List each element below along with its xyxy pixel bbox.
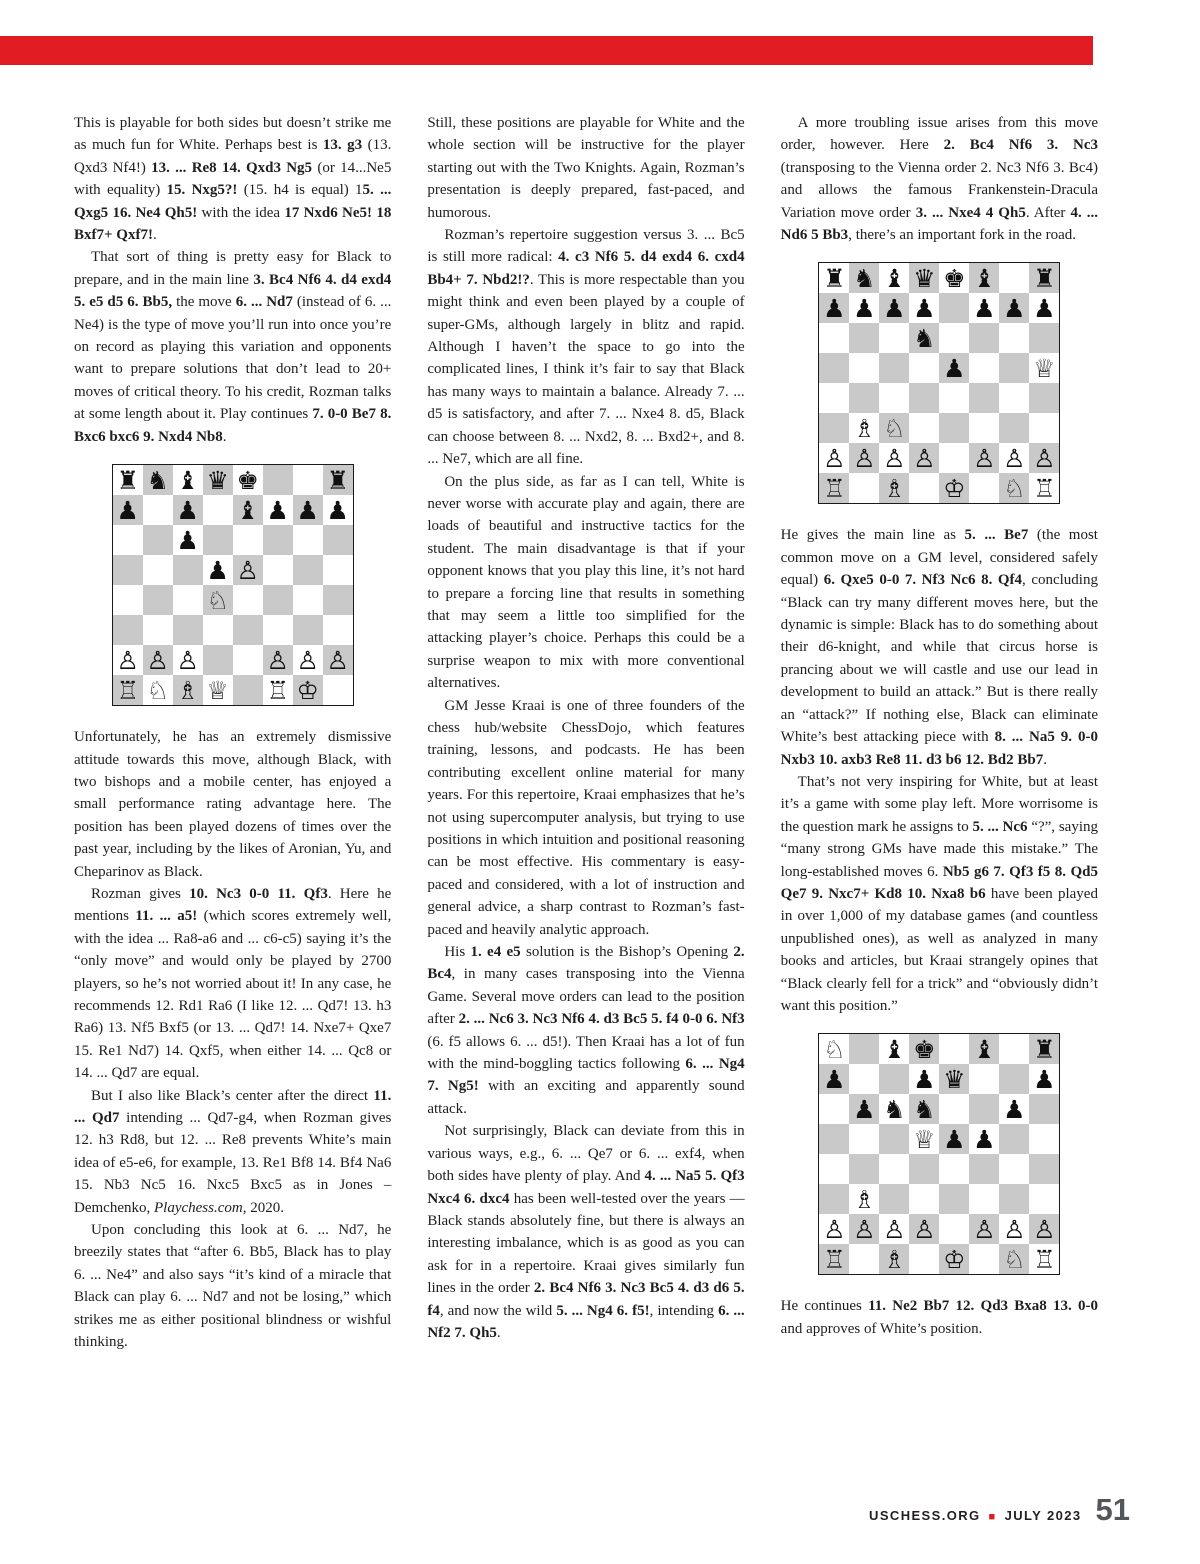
board-square: ♝ xyxy=(969,1034,999,1064)
board-square xyxy=(263,525,293,555)
board-square xyxy=(143,585,173,615)
paragraph: That’s not very inspiring for White, but at least it’s a game with some play left. More worrisome is the question mark he assigns to 5. ... Nc6 “?”, saying “many strong GMs have made this mistake.” The long-established moves 6. Nb5 g6 7. Qf3 f5 8. Qd5 Qe7 9. Nxc7+ Kd8 10. Nxa8 b6 have been played in over 1,000 of my database games (and countless unpublished ones), as well as analyzed in many books and articles, but Kraai strangely opines that “Black clearly fell for a trick” and “obviously didn’t want this position.” xyxy=(780,773,1098,1014)
board-square xyxy=(939,1184,969,1214)
board-square: ♖ xyxy=(1029,1244,1059,1274)
board-square: ♟ xyxy=(909,293,939,323)
board-square xyxy=(233,585,263,615)
board-square: ♝ xyxy=(879,263,909,293)
board-square xyxy=(999,1124,1029,1154)
board-square xyxy=(293,465,323,495)
board-square xyxy=(939,323,969,353)
board-square xyxy=(849,473,879,503)
board-square xyxy=(939,443,969,473)
board-square xyxy=(969,473,999,503)
board-square xyxy=(143,555,173,585)
paragraph: But I also like Black’s center after the direct 11. ... Qd7 intending ... Qd7-g4, when Rozman gives 12. h3 Rd8, but 12. ... Re8 prevents White’s main idea of e5-e6, for example, 13. Re1 Bf8 14. Bf4 Na6 15. Nb3 Nc5 16. Nxc5 Bxc5 as in Jones – Demchenko, Playchess.com, 2020. xyxy=(74,1087,392,1216)
board-square xyxy=(819,353,849,383)
board-square xyxy=(819,323,849,353)
board-square: ♕ xyxy=(203,675,233,705)
board-square: ♟ xyxy=(849,293,879,323)
column-1 xyxy=(74,112,391,1353)
board-square: ♙ xyxy=(969,1214,999,1244)
board-square xyxy=(909,1184,939,1214)
board-square xyxy=(939,383,969,413)
board-square xyxy=(909,473,939,503)
board-square: ♟ xyxy=(203,555,233,585)
board-square xyxy=(879,1064,909,1094)
board-square xyxy=(849,1154,879,1184)
article-content xyxy=(74,112,1098,1353)
paragraph: Unfortunately, he has an extremely dismissive attitude towards this move, although Black, with two bishops and a mobile center, has enjoyed a small performance rating advantage here. The position has been played dozens of times over the past year, including by the likes of Aronian, Yu, and Cheparinov as Black. xyxy=(74,729,392,880)
board-square: ♞ xyxy=(909,323,939,353)
column-2 xyxy=(427,112,744,1353)
board-square xyxy=(233,675,263,705)
board-square xyxy=(323,585,353,615)
board-square: ♟ xyxy=(999,293,1029,323)
board-square: ♚ xyxy=(909,1034,939,1064)
board-square: ♝ xyxy=(173,465,203,495)
board-square: ♟ xyxy=(999,1094,1029,1124)
board-square xyxy=(1029,323,1059,353)
board-square xyxy=(879,1154,909,1184)
board-square: ♙ xyxy=(969,443,999,473)
top-red-bar xyxy=(0,36,1093,65)
board-square xyxy=(143,495,173,525)
board-square xyxy=(323,555,353,585)
board-square xyxy=(999,413,1029,443)
board-square: ♟ xyxy=(1029,1064,1059,1094)
board-square xyxy=(969,323,999,353)
board-square: ♜ xyxy=(113,465,143,495)
board-square: ♞ xyxy=(849,263,879,293)
board-square: ♟ xyxy=(969,293,999,323)
board-square: ♟ xyxy=(1029,293,1059,323)
board-square xyxy=(113,555,143,585)
board-square: ♜ xyxy=(819,263,849,293)
board-square: ♜ xyxy=(323,465,353,495)
board-square: ♜ xyxy=(1029,263,1059,293)
board-square: ♙ xyxy=(233,555,263,585)
board-square: ♙ xyxy=(819,1214,849,1244)
paragraph: Not surprisingly, Black can deviate from this in various ways, e.g., 6. ... Qe7 or 6. ... exf4, when both sides have plenty of play. And 4. ... Na5 5. Qf3 Nxc4 6. dxc4 has been well-tested over the years — Black stands absolutely fine, but there is always an interesting imbalance, which is as good as you can ask for in a repertoire. Kraai gives similarly fun lines in the order 2. Bc4 Nf6 3. Nc3 Bc5 4. d3 d6 5. f4, and now the wild 5. ... Ng4 6. f5!, intending 6. ... Nf2 7. Qh5. xyxy=(427,1123,745,1341)
board-square: ♞ xyxy=(143,465,173,495)
board-square xyxy=(969,1154,999,1184)
board-square xyxy=(293,555,323,585)
board-square: ♖ xyxy=(1029,473,1059,503)
board-square: ♟ xyxy=(849,1094,879,1124)
board-square: ♝ xyxy=(233,495,263,525)
column-3 xyxy=(781,112,1098,1353)
board-square xyxy=(819,1184,849,1214)
board-square: ♟ xyxy=(293,495,323,525)
board-square: ♟ xyxy=(939,353,969,383)
board-square: ♜ xyxy=(1029,1034,1059,1064)
board-square xyxy=(999,323,1029,353)
board-square xyxy=(909,383,939,413)
board-square xyxy=(999,1154,1029,1184)
board-square xyxy=(939,413,969,443)
board-square: ♙ xyxy=(999,1214,1029,1244)
board-square: ♘ xyxy=(999,473,1029,503)
board-square xyxy=(1029,1184,1059,1214)
board-square: ♟ xyxy=(173,525,203,555)
board-square: ♘ xyxy=(999,1244,1029,1274)
board-square xyxy=(203,495,233,525)
chess-board xyxy=(818,262,1060,504)
board-square: ♞ xyxy=(909,1094,939,1124)
board-square: ♙ xyxy=(173,645,203,675)
board-square: ♖ xyxy=(819,1244,849,1274)
board-square: ♔ xyxy=(293,675,323,705)
board-square xyxy=(849,353,879,383)
board-square xyxy=(969,1244,999,1274)
board-square: ♙ xyxy=(263,645,293,675)
board-square: ♛ xyxy=(203,465,233,495)
board-square xyxy=(293,525,323,555)
chess-diagram-2 xyxy=(818,262,1060,504)
board-square xyxy=(849,1034,879,1064)
board-square: ♟ xyxy=(879,293,909,323)
board-square xyxy=(173,585,203,615)
board-square xyxy=(999,353,1029,383)
board-square xyxy=(999,1064,1029,1094)
board-square xyxy=(999,263,1029,293)
paragraph: That sort of thing is pretty easy for Black to prepare, and in the main line 3. Bc4 Nf6 4. d4 exd4 5. e5 d5 6. Bb5, the move 6. ... Nd7 (instead of 6. ... Ne4) is the type of move you’ll run into once you’re on record as playing this variation and opponents want to prepare solutions that don’t lead to 20+ moves of critical theory. To his credit, Rozman talks at some length about it. Play continues 7. 0-0 Be7 8. Bxc6 bxc6 9. Nxd4 Nb8. xyxy=(74,249,392,445)
board-square xyxy=(113,585,143,615)
board-square xyxy=(969,383,999,413)
board-square xyxy=(879,1184,909,1214)
board-square xyxy=(939,1154,969,1184)
chess-board xyxy=(818,1033,1060,1275)
board-square xyxy=(849,383,879,413)
board-square xyxy=(879,353,909,383)
board-square: ♙ xyxy=(143,645,173,675)
board-square xyxy=(819,413,849,443)
board-square xyxy=(819,1124,849,1154)
board-square xyxy=(293,585,323,615)
board-square xyxy=(263,585,293,615)
board-square xyxy=(819,383,849,413)
board-square xyxy=(233,525,263,555)
board-square xyxy=(233,645,263,675)
board-square: ♟ xyxy=(173,495,203,525)
board-square: ♖ xyxy=(113,675,143,705)
board-square: ♘ xyxy=(203,585,233,615)
board-square: ♗ xyxy=(849,413,879,443)
board-square xyxy=(939,1034,969,1064)
board-square xyxy=(939,1094,969,1124)
board-square xyxy=(263,615,293,645)
board-square xyxy=(1029,1154,1059,1184)
board-square xyxy=(173,555,203,585)
page-number: 51 xyxy=(1095,1492,1130,1527)
board-square xyxy=(969,413,999,443)
board-square xyxy=(203,645,233,675)
board-square xyxy=(1029,413,1059,443)
board-square: ♛ xyxy=(939,1064,969,1094)
board-square: ♞ xyxy=(879,1094,909,1124)
board-square: ♕ xyxy=(909,1124,939,1154)
board-square xyxy=(203,525,233,555)
board-square: ♚ xyxy=(939,263,969,293)
board-square xyxy=(969,1094,999,1124)
board-square: ♙ xyxy=(909,1214,939,1244)
board-square: ♖ xyxy=(819,473,849,503)
board-square xyxy=(849,1064,879,1094)
board-square xyxy=(909,1154,939,1184)
board-square xyxy=(173,615,203,645)
paragraph: Upon concluding this look at 6. ... Nd7, he breezily states that “after 6. Bb5, Black has to play 6. ... Ne4” and also says “it’s kind of a miracle that Black can play 6. ... Nd7 and not be losing,” which strikes me as either positional blindness or wishful thinking. xyxy=(74,1222,392,1351)
board-square xyxy=(909,353,939,383)
board-square xyxy=(323,525,353,555)
board-square: ♙ xyxy=(849,443,879,473)
board-square: ♝ xyxy=(879,1034,909,1064)
board-square xyxy=(233,615,263,645)
board-square: ♗ xyxy=(879,473,909,503)
board-square: ♛ xyxy=(909,263,939,293)
board-square: ♟ xyxy=(909,1064,939,1094)
board-square: ♙ xyxy=(1029,1214,1059,1244)
board-square: ♚ xyxy=(233,465,263,495)
board-square: ♘ xyxy=(143,675,173,705)
board-square: ♙ xyxy=(819,443,849,473)
board-square xyxy=(879,383,909,413)
paragraph: GM Jesse Kraai is one of three founders of the chess hub/website ChessDojo, which features training, lessons, and podcasts. He has been contributing excellent online material for many years. For this repertoire, Kraai emphasizes that he’s not using supercomputer analysis, but trying to use positions in which intuition and positional reasoning can be most effective. His commentary is easy-paced and considered, with a lot of instruction and general advice, a sharp contrast to Rozman’s fast-paced and heavily analytic approach. xyxy=(427,697,745,938)
board-square: ♖ xyxy=(263,675,293,705)
board-square xyxy=(999,1184,1029,1214)
board-square xyxy=(999,1034,1029,1064)
paragraph: Rozman gives 10. Nc3 0-0 11. Qf3. Here he mentions 11. ... a5! (which scores extremely well, with the idea ... Ra8-a6 and ... c6-c5) saying it’s the “only move” and would only be played by 2700 players, so he’s not worried about it! In any case, he recommends 12. Rd1 Ra6 (I like 12. ... Qd7! 13. h3 Ra6) 13. Nf5 Bxf5 (or 13. ... Qd7! 14. Nxe7+ Qxe7 15. Re1 Nd7) 14. Qxf5, when either 14. ... Qc8 or 14. ... Qd7 are equal. xyxy=(74,885,392,1082)
board-square xyxy=(1029,1124,1059,1154)
footer-square-icon: ■ xyxy=(988,1511,997,1523)
board-square: ♟ xyxy=(113,495,143,525)
board-square xyxy=(999,383,1029,413)
board-square xyxy=(323,675,353,705)
board-square: ♙ xyxy=(879,443,909,473)
board-square xyxy=(939,1214,969,1244)
board-square: ♟ xyxy=(263,495,293,525)
footer-meta xyxy=(869,1508,1081,1523)
board-square: ♙ xyxy=(113,645,143,675)
board-square xyxy=(909,1244,939,1274)
paragraph: His 1. e4 e5 solution is the Bishop’s Opening 2. Bc4, in many cases transposing into the Vienna Game. Several move orders can lead to the position after 2. ... Nc6 3. Nc3 Nf6 4. d3 Bc5 5. f4 0-0 6. Nf3 (6. f5 allows 6. ... d5!). Then Kraai has a lot of fun with the mind-boggling tactics following 6. ... Ng4 7. Ng5! with an exciting and apparently sound attack. xyxy=(427,944,745,1117)
board-square: ♗ xyxy=(849,1184,879,1214)
board-square xyxy=(203,615,233,645)
board-square xyxy=(909,413,939,443)
board-square: ♙ xyxy=(999,443,1029,473)
board-square: ♟ xyxy=(323,495,353,525)
paragraph: Still, these positions are playable for White and the whole section will be instructive for the player starting out with the Two Knights. Again, Rozman’s presentation is deeply prepared, fast-paced, and humorous. xyxy=(427,115,745,221)
page-footer xyxy=(869,1492,1130,1528)
board-square: ♘ xyxy=(819,1034,849,1064)
board-square xyxy=(1029,383,1059,413)
board-square: ♟ xyxy=(819,293,849,323)
board-square: ♙ xyxy=(1029,443,1059,473)
paragraph: This is playable for both sides but doesn’t strike me as much fun for White. Perhaps best is 13. g3 (13. Qxd3 Nf4!) 13. ... Re8 14. Qxd3 Ng5 (or 14...Ne5 with equality) 15. Nxg5?! (15. h4 is equal) 15. ... Qxg5 16. Ne4 Qh5! with the idea 17 Nxd6 Ne5! 18 Bxf7+ Qxf7!. xyxy=(74,115,392,244)
board-square xyxy=(849,1244,879,1274)
board-square xyxy=(143,525,173,555)
board-square xyxy=(113,525,143,555)
board-square: ♙ xyxy=(909,443,939,473)
paragraph: On the plus side, as far as I can tell, White is never worse with accurate play and again, there are loads of beautiful and instructive tactics for the student. The main disadvantage is that if your opponent knows that you play this line, it’s not hard to prepare a forcing line that results in something that may seem a little too simplified for the attacking player’s choice. Perhaps this could be a surprise weapon to mix with more conventional alternatives. xyxy=(427,473,745,692)
board-square xyxy=(323,615,353,645)
board-square: ♗ xyxy=(173,675,203,705)
paragraph: He continues 11. Ne2 Bb7 12. Qd3 Bxa8 13. 0-0 and approves of White’s position. xyxy=(780,1298,1098,1337)
board-square xyxy=(143,615,173,645)
board-square: ♙ xyxy=(293,645,323,675)
board-square xyxy=(1029,1094,1059,1124)
paragraph: A more troubling issue arises from this move order, however. Here 2. Bc4 Nf6 3. Nc3 (transposing to the Vienna order 2. Nc3 Nf6 3. Bc4) and allows the famous Frankenstein-Dracula Variation move order 3. ... Nxe4 4 Qh5. After 4. ... Nd6 5 Bb3, there’s an important fork in the road. xyxy=(780,115,1098,244)
board-square xyxy=(849,323,879,353)
board-square: ♘ xyxy=(879,413,909,443)
board-square xyxy=(879,323,909,353)
board-square: ♙ xyxy=(323,645,353,675)
board-square: ♕ xyxy=(1029,353,1059,383)
board-square: ♗ xyxy=(879,1244,909,1274)
board-square: ♙ xyxy=(849,1214,879,1244)
board-square: ♙ xyxy=(879,1214,909,1244)
board-square xyxy=(969,1064,999,1094)
board-square xyxy=(113,615,143,645)
board-square xyxy=(263,465,293,495)
board-square: ♔ xyxy=(939,473,969,503)
board-square xyxy=(293,615,323,645)
board-square xyxy=(263,555,293,585)
chess-board xyxy=(112,464,354,706)
board-square: ♔ xyxy=(939,1244,969,1274)
board-square xyxy=(939,293,969,323)
paragraph: Rozman’s repertoire suggestion versus 3. ... Bc5 is still more radical: 4. c3 Nf6 5. d4 exd4 6. cxd4 Bb4+ 7. Nbd2!?. This is more respectable than you might think and even been played by a couple of super-GMs, although largely in blitz and rapid. Although I haven’t the space to go into the complicated lines, I think it’s fair to say that Black has many ways to maintain a balance. Already 7. ... d5 is satisfactory, and after 7. ... Nxe4 8. d5, Black can choose between 8. ... Nxd2, 8. ... Bxd2+, and 8. ... Ne7, which are all fine. xyxy=(427,227,745,468)
board-square xyxy=(819,1094,849,1124)
chess-diagram-1 xyxy=(112,464,354,706)
paragraph: He gives the main line as 5. ... Be7 (the most common move on a GM level, considered safely equal) 6. Qxe5 0-0 7. Nf3 Nc6 8. Qf4, concluding “Black can try many different moves here, but the dynamic is simple: Black has to do something about their d6-knight, and while that circus horse is prancing about we will castle and use our lead in development to build an attack.” But is there really an “attack?” If nothing else, Black can eliminate White’s best attacking piece with 8. ... Na5 9. 0-0 Nxb3 10. axb3 Re8 11. d3 b6 12. Bd2 Bb7. xyxy=(780,527,1098,768)
footer-issue-label: JULY 2023 xyxy=(1004,1508,1082,1523)
board-square xyxy=(819,1154,849,1184)
board-square: ♝ xyxy=(969,263,999,293)
board-square xyxy=(969,1184,999,1214)
board-square: ♟ xyxy=(819,1064,849,1094)
board-square xyxy=(879,1124,909,1154)
board-square xyxy=(849,1124,879,1154)
chess-diagram-3 xyxy=(818,1033,1060,1275)
footer-site-label: USCHESS.ORG xyxy=(869,1508,981,1523)
board-square: ♟ xyxy=(939,1124,969,1154)
board-square: ♟ xyxy=(969,1124,999,1154)
board-square xyxy=(969,353,999,383)
